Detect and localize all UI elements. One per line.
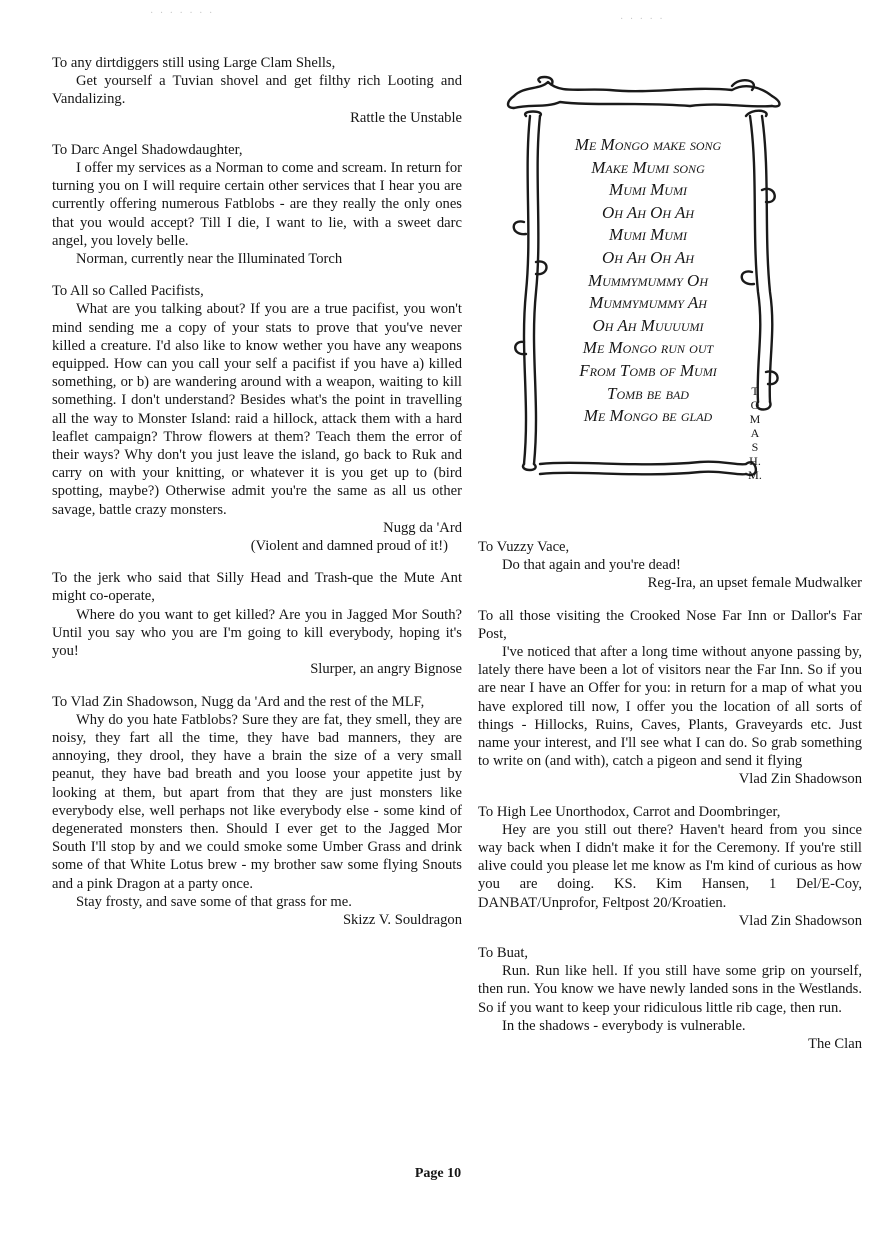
letter-body: Get yourself a Tuvian shovel and get filthy rich Looting and Vandalizing. xyxy=(52,73,462,108)
letter xyxy=(52,693,462,930)
poem-credit-letter: A xyxy=(750,426,760,440)
poem-line: Oh Ah Muuuumi xyxy=(592,315,704,335)
poem-frame xyxy=(500,72,790,502)
letter-signature: Vlad Zin Shadowson xyxy=(738,771,862,788)
poem-line: Me Mongo be glad xyxy=(583,406,713,426)
show-through-noise-2: · · · · · xyxy=(620,14,665,25)
letter xyxy=(478,538,862,593)
letter-body: In the shadows - everybody is vulnerable. xyxy=(502,1017,746,1034)
letter xyxy=(52,54,462,127)
bottom-bone-edge xyxy=(540,462,746,465)
letter-body: Do that again and you're dead! xyxy=(502,557,681,574)
letter-greeting: To All so Called Pacifists, xyxy=(52,283,204,300)
letter-signature: Slurper, an angry Bignose xyxy=(310,661,462,678)
letter xyxy=(52,569,462,678)
poem-line: Me Mongo run out xyxy=(582,338,714,358)
letter-signature: Vlad Zin Shadowson xyxy=(738,912,862,929)
letter xyxy=(52,141,462,268)
letter-signature: Rattle the Unstable xyxy=(350,109,462,126)
poem-line: Mumi Mumi xyxy=(609,225,687,245)
letter-greeting: To High Lee Unorthodox, Carrot and Doombringer, xyxy=(478,803,781,820)
letter-signature: The Clan xyxy=(808,1036,862,1053)
show-through-noise: · · · · · · · xyxy=(150,8,215,19)
poem-line: Oh Ah Oh Ah xyxy=(601,202,695,222)
poem-credit-letter: H. xyxy=(749,454,761,468)
letter-greeting: To Darc Angel Shadowdaughter, xyxy=(52,141,243,158)
right-column xyxy=(478,538,862,1067)
poem-line: Oh Ah Oh Ah xyxy=(601,247,695,267)
letter-body: What are you talking about? If you are a true pacifist, you won't mind sending me a copy of your stats to prove that you've never killed a creature. I'd also like to know wether you have any weapons equipped. How can you call your self a pacifist if you have a) killed something, or b) are wandering around with a weapon, waiting to kill something. I don't understand? Besides what's the point in travelling all the way to Monster Island: raid a hillock, attack them with a hard leaflet campaign? Throw flowers at them? Teach them the error of their ways? Why don't you just leave the island, go back to Ruk and carry on with your knitting, or whatever it is you get up to (bird spotting, maybe?) Otherwise admit you're the same as all us other savage, battle crazy monsters. xyxy=(52,301,462,518)
letter-greeting: To Vuzzy Vace, xyxy=(478,539,570,555)
poem-credit-letter: O xyxy=(750,398,760,412)
letter-body: I've noticed that after a long time without anyone passing by, lately there have been a lot of visitors near the Far Inn. So if you are near I have an Offer for you: in return for a map of what you have explored till now, I offer you the location of all sorts of things - Hillocks, Ruins, Caves, Plants, Graveyards etc. Just name your interest, and I'll see what I can do. So grab something to write on (and with), catch a pigeon and send it flying xyxy=(478,644,862,770)
poem-line: From Tomb of Mumi xyxy=(579,360,717,380)
letter-signature: Reg-Ira, an upset female Mudwalker xyxy=(647,575,862,592)
left-column xyxy=(52,54,462,943)
letter-body: Run. Run like hell. If you still have some grip on yourself, then run. You know we have newly landed sons in the Westlands. So if you want to keep your ridiculous little rib cage, then run. xyxy=(478,963,862,1016)
letter-greeting: To any dirtdiggers still using Large Clam Shells, xyxy=(52,55,336,71)
letter xyxy=(478,944,862,1053)
poem-credit-letter: M. xyxy=(748,468,762,482)
page-number: Page 10 xyxy=(414,1166,462,1181)
letter-body: Hey are you still out there? Haven't heard from you since way back when I didn't make it for the Ceremony. If you're still alive could you please let me know as I'm kind of curious as how you are doing. KS. Kim Hansen, 1 Del/E-Coy, DANBAT/Unprofor, Feltpost 20/Kroatien. xyxy=(478,821,862,911)
letter xyxy=(478,803,862,930)
letter-signature: Nugg da 'Ard xyxy=(383,519,462,536)
letter-body: I offer my services as a Norman to come and scream. In return for turning you on I will require certain other services that I hear you are currently offering numerous Fatblobs - are they really the only ones that you would accept? Till I die, I want to lie, with a sweet darc angel, you lovely belle. xyxy=(52,160,462,249)
letter-signature: Skizz V. Souldragon xyxy=(342,911,462,928)
letter xyxy=(478,607,862,789)
letter-body: Why do you hate Fatblobs? Sure they are fat, they smell, they are noisy, they fart all the time, they have bad manners, they are annoying, they drool, they have a brain the size of a very small peanut, they have bad breath and you loose your appetite just by looking at them, but apart from that they are just monsters like everybody else, well perhaps not like everybody else - some kind of degenerated monsters then. Should I ever get to the Jagged Mor South I'll stop by and we could smoke some Umber Grass and drink some of that White Lotus brew - my brother saw some flying Snouts and a pink Dragon at a party once. xyxy=(52,711,462,892)
letter xyxy=(52,282,462,555)
letter-greeting: To Buat, xyxy=(478,945,529,962)
left-bone-edge xyxy=(524,116,530,464)
poem-credit-letter: S xyxy=(751,440,759,454)
letter-greeting: To Vlad Zin Shadowson, Nugg da 'Ard and the rest of the MLF, xyxy=(52,693,425,710)
poem-line: Mummymummy Ah xyxy=(589,293,707,313)
poem-line: Mummymummy Oh xyxy=(587,270,708,290)
poem xyxy=(538,134,758,428)
poem-line: Make Mumi song xyxy=(591,157,705,177)
poem-credit-letter: M xyxy=(749,412,761,426)
letter-body: Stay frosty, and save some of that grass for me. xyxy=(76,893,352,910)
poem-credit-letter: T xyxy=(751,384,759,398)
letter-greeting: To the jerk who said that Silly Head and Trash-que the Mute Ant might co-operate, xyxy=(52,570,462,605)
poem-line: Tomb be bad xyxy=(607,383,689,403)
letter-signature: (Violent and damned proud of it!) xyxy=(250,538,448,555)
poem-line: Me Mongo make song xyxy=(574,135,722,154)
letter-greeting: To all those visiting the Crooked Nose Far Inn or Dallor's Far Post, xyxy=(478,607,862,642)
letter-body: Where do you want to get killed? Are you in Jagged Mor South? Until you say who you are I'm going to kill everybody, hoping it's you! xyxy=(52,606,462,660)
poem-line: Mumi Mumi xyxy=(609,180,687,200)
poem-credit-vertical xyxy=(748,384,762,482)
letter-body: Norman, currently near the Illuminated Torch xyxy=(76,251,343,268)
